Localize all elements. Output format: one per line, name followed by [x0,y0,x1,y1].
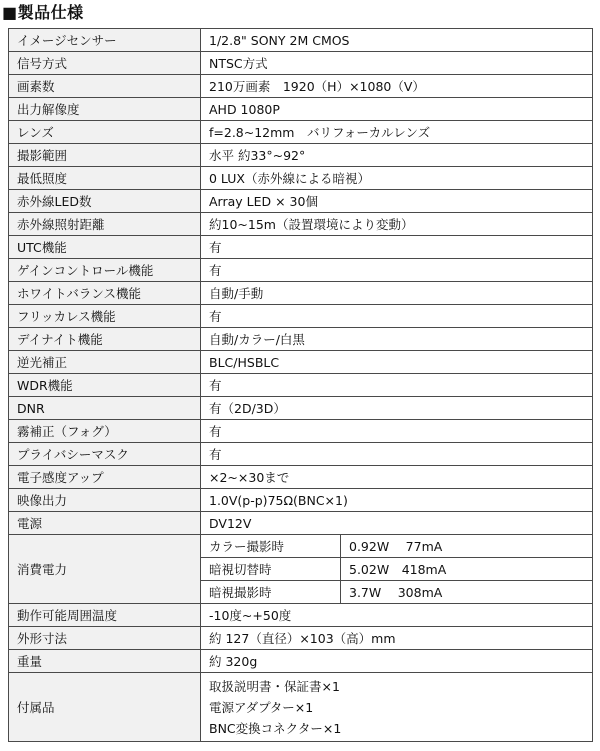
spec-value: 自動/手動 [201,282,593,305]
spec-label: DNR [9,397,201,420]
spec-value: ×2~×30まで [201,466,593,489]
spec-label: ゲインコントロール機能 [9,259,201,282]
spec-value: 約 127（直径）×103（高）mm [201,627,593,650]
spec-value: AHD 1080P [201,98,593,121]
spec-row [9,627,593,650]
spec-row [9,420,593,443]
accessory-item: BNC変換コネクター×1 [209,720,342,736]
spec-value: 1/2.8" SONY 2M CMOS [201,29,593,52]
spec-label: ホワイトバランス機能 [9,282,201,305]
accessory-item: 電源アダプター×1 [209,699,314,715]
spec-label: 電源 [9,512,201,535]
spec-row [9,52,593,75]
spec-value: 210万画素 1920（H）×1080（V） [201,75,593,98]
spec-row [9,144,593,167]
spec-row-power [9,535,593,558]
power-mode: 暗視切替時 [201,558,341,581]
spec-label: 動作可能周囲温度 [9,604,201,627]
spec-value: 1.0V(p-p)75Ω(BNC×1) [201,489,593,512]
spec-label: 画素数 [9,75,201,98]
spec-value: 有 [201,443,593,466]
spec-label: 赤外線LED数 [9,190,201,213]
spec-value: 有（2D/3D） [201,397,593,420]
spec-row [9,466,593,489]
spec-label: 逆光補正 [9,351,201,374]
spec-row [9,190,593,213]
power-value: 3.7W 308mA [341,581,593,604]
spec-value: 有 [201,305,593,328]
spec-label: 重量 [9,650,201,673]
spec-value: 水平 約33°~92° [201,144,593,167]
spec-value: 有 [201,420,593,443]
spec-label: 霧補正（フォグ） [9,420,201,443]
spec-label: イメージセンサー [9,29,201,52]
spec-row [9,213,593,236]
spec-label: 映像出力 [9,489,201,512]
spec-label: レンズ [9,121,201,144]
spec-label: プライバシーマスク [9,443,201,466]
spec-label: フリッカレス機能 [9,305,201,328]
spec-label: 消費電力 [9,535,201,604]
power-mode: カラー撮影時 [201,535,341,558]
page-title: ■製品仕様 [2,3,84,22]
spec-value: 約10~15m（設置環境により変動） [201,213,593,236]
spec-row [9,443,593,466]
spec-label: 信号方式 [9,52,201,75]
spec-table [8,28,593,742]
spec-value: 有 [201,236,593,259]
spec-row [9,650,593,673]
power-value: 0.92W 77mA [341,535,593,558]
spec-label: WDR機能 [9,374,201,397]
spec-value: BLC/HSBLC [201,351,593,374]
spec-row [9,75,593,98]
spec-row [9,328,593,351]
power-value: 5.02W 418mA [341,558,593,581]
spec-label: 電子感度アップ [9,466,201,489]
spec-label: 外形寸法 [9,627,201,650]
accessories-list [201,673,593,742]
spec-row [9,489,593,512]
power-mode: 暗視撮影時 [201,581,341,604]
spec-value: 有 [201,259,593,282]
spec-label: 撮影範囲 [9,144,201,167]
spec-value: 0 LUX（赤外線による暗視） [201,167,593,190]
spec-value: 有 [201,374,593,397]
spec-row [9,351,593,374]
spec-label: 付属品 [9,673,201,742]
spec-value: f=2.8~12mm バリフォーカルレンズ [201,121,593,144]
spec-row [9,98,593,121]
spec-row-accessories [9,673,593,742]
spec-row [9,604,593,627]
spec-row [9,305,593,328]
spec-row [9,512,593,535]
spec-label: デイナイト機能 [9,328,201,351]
spec-row [9,121,593,144]
spec-label: 出力解像度 [9,98,201,121]
spec-row [9,282,593,305]
spec-row [9,236,593,259]
spec-value: -10度~+50度 [201,604,593,627]
spec-label: 赤外線照射距離 [9,213,201,236]
spec-value: 自動/カラー/白黒 [201,328,593,351]
spec-value: DV12V [201,512,593,535]
spec-row [9,167,593,190]
spec-row [9,397,593,420]
accessory-item: 取扱説明書・保証書×1 [209,678,340,694]
spec-label: 最低照度 [9,167,201,190]
spec-label: UTC機能 [9,236,201,259]
spec-value: NTSC方式 [201,52,593,75]
spec-row [9,374,593,397]
spec-value: 約 320g [201,650,593,673]
spec-value: Array LED × 30個 [201,190,593,213]
spec-row [9,29,593,52]
spec-row [9,259,593,282]
